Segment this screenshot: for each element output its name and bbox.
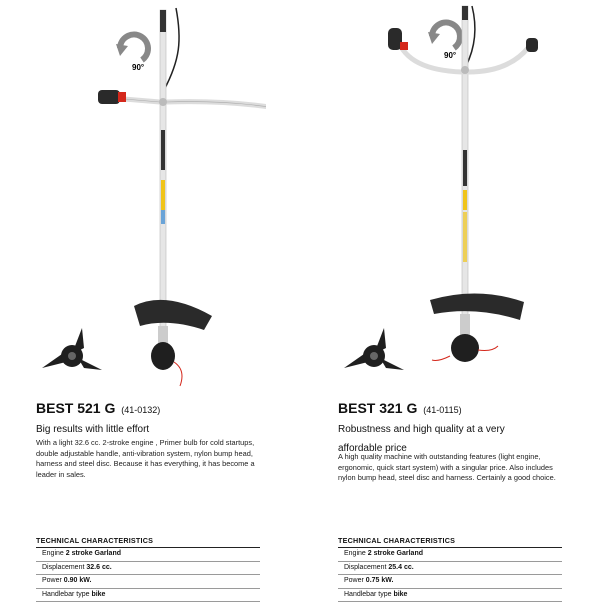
spec-label: Displacement bbox=[42, 564, 84, 571]
product-code: (41-0132) bbox=[121, 405, 160, 415]
rotation-label: 90° bbox=[132, 63, 144, 72]
spec-value: 32.6 cc. bbox=[86, 564, 111, 571]
product-code: (41-0115) bbox=[423, 405, 461, 415]
product-subtitle: Robustness and high quality at a very affordable price bbox=[338, 420, 538, 458]
spec-row bbox=[338, 575, 562, 589]
product-card-best-321-g bbox=[338, 0, 600, 600]
technical-characteristics-heading: TECHNICAL CHARACTERISTICS bbox=[338, 536, 562, 548]
product-subtitle: Big results with little effort bbox=[36, 420, 236, 439]
product-photo-best-521-g bbox=[36, 0, 266, 395]
product-description: A high quality machine with outstanding features (light engine, ergonomic, quick start system) with a singular price. Also includes nylon bump head, steel disc and harness. Certainly a good choice. bbox=[338, 452, 566, 484]
spec-value: 25.4 cc. bbox=[388, 564, 413, 571]
spec-row bbox=[36, 548, 260, 562]
product-card-best-521-g bbox=[36, 0, 306, 600]
spec-label: Power bbox=[42, 577, 62, 584]
product-title bbox=[338, 400, 462, 416]
spec-label: Displacement bbox=[344, 564, 386, 571]
spec-value: 2 stroke Garland bbox=[368, 550, 423, 557]
spec-label: Engine bbox=[42, 550, 64, 557]
brushcutter-illustration bbox=[338, 0, 568, 395]
spec-value: 0.75 kW. bbox=[366, 577, 394, 584]
spec-value: 0.90 kW. bbox=[64, 577, 92, 584]
product-description: With a light 32.6 cc. 2-stroke engine , Primer bulb for cold startups, double adjustable handle, anti-vibration system, nylon bump head, harness and steel disc. Because it has everything, it has become a leader in sales. bbox=[36, 438, 264, 480]
product-photo-best-321-g bbox=[338, 0, 568, 395]
three-tooth-blade-icon bbox=[344, 328, 404, 370]
spec-label: Power bbox=[344, 577, 364, 584]
rotation-arrow-icon bbox=[116, 35, 148, 60]
rotation-label: 90° bbox=[444, 51, 456, 60]
technical-characteristics bbox=[36, 536, 260, 602]
product-name: BEST 521 G bbox=[36, 400, 115, 416]
spec-row bbox=[36, 575, 260, 589]
spec-row bbox=[338, 548, 562, 562]
spec-label: Engine bbox=[344, 550, 366, 557]
three-tooth-blade-icon bbox=[42, 328, 102, 370]
technical-characteristics bbox=[338, 536, 562, 602]
spec-value: bike bbox=[393, 591, 407, 598]
spec-row bbox=[338, 562, 562, 576]
spec-label: Handlebar type bbox=[344, 591, 391, 598]
product-title bbox=[36, 400, 160, 416]
spec-value: bike bbox=[91, 591, 105, 598]
spec-row bbox=[36, 562, 260, 576]
technical-characteristics-heading: TECHNICAL CHARACTERISTICS bbox=[36, 536, 260, 548]
brushcutter-illustration bbox=[36, 0, 266, 395]
rotation-arrow-icon bbox=[428, 23, 460, 48]
spec-value: 2 stroke Garland bbox=[66, 550, 121, 557]
spec-label: Handlebar type bbox=[42, 591, 89, 598]
product-name: BEST 321 G bbox=[338, 400, 417, 416]
